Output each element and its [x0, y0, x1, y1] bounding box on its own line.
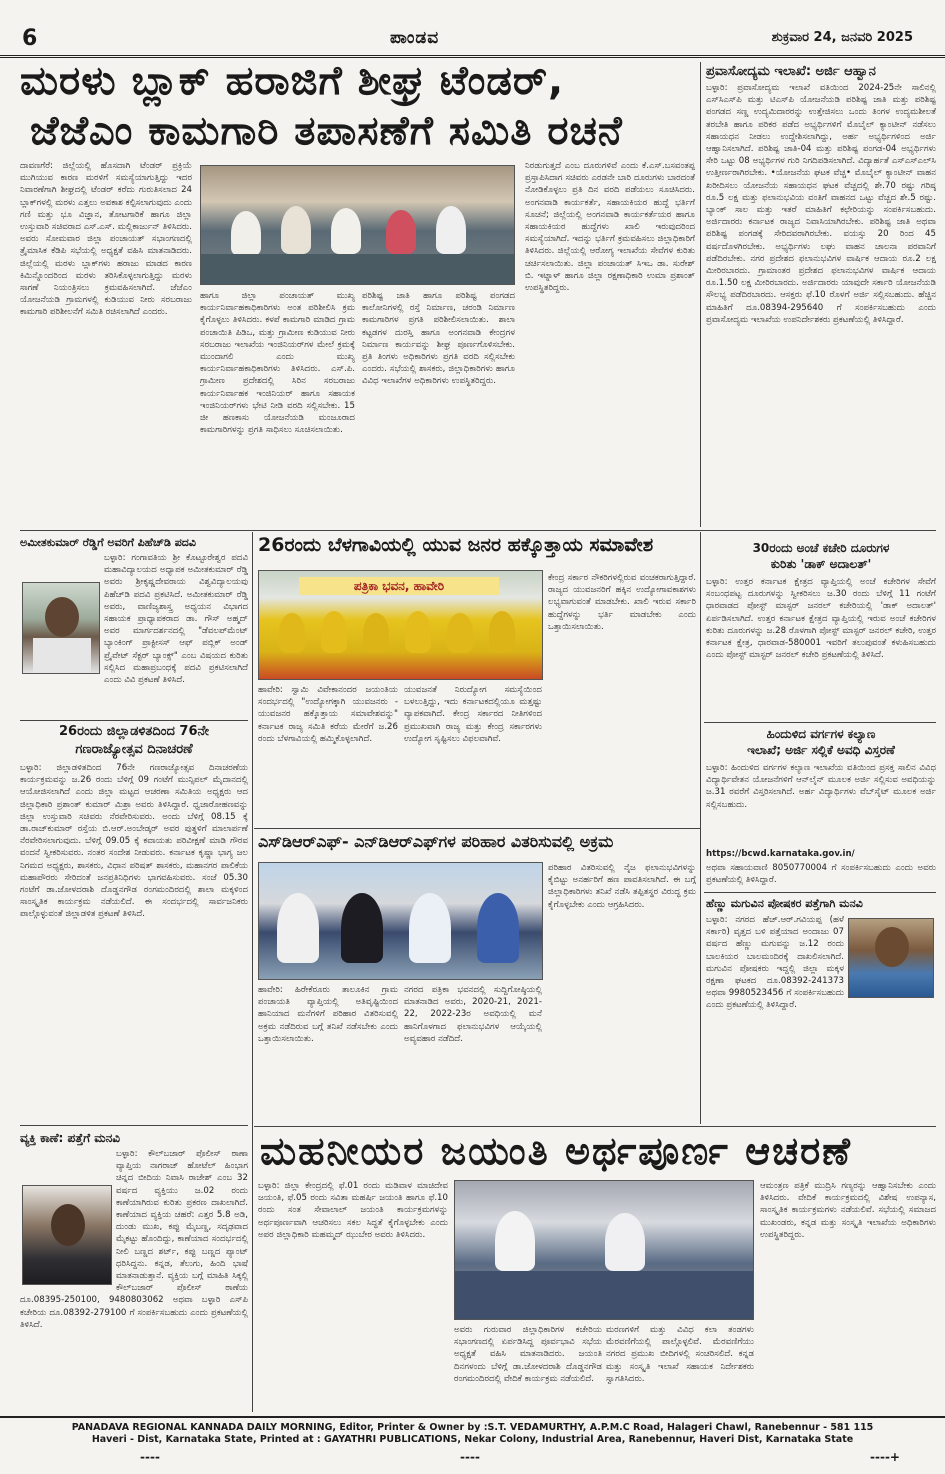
paper-name: ಪಾಂಡವ [390, 28, 440, 48]
backward-title-1: ಹಿಂದುಳಿದ ವರ್ಗಗಳ ಕಲ್ಯಾಣ [766, 727, 876, 741]
girl-text: ಬಳ್ಳಾರಿ: ನಗರದ ಹೆಚ್.ಆರ್.ಗವಿಯಪ್ಪ (ಹಳೆ ಸರ್ಕಾರಿ) ವೃತ್ತದ ಬಳಿ ಪತ್ತೆಯಾದ ಅಂದಾಜು 07 ವರ್ಷದ ಹೆಣ್ಣು ಮಗುವನ್ನು ಜ.12 ರಂದು ಬಾಲಕಿಯರ ಬಾಲಮಂದಿರಕ್ಕೆ ದಾಖಲಿಸಲಾಗಿದೆ. ಮಗುವಿನ ಪೋಷಕರು ಇದ್ದಲ್ಲಿ ಜಿಲ್ಲಾ ಮಕ್ಕಳ ರಕ್ಷಣಾ ಘಟಕದ ದೂ.08392-241373 ಅಥವಾ 9980523456 ಗೆ ಸಂಪರ್ಕಿಸಬಹುದು ಎಂದು ಪ್ರಕಟಣೆಯಲ್ಲಿ ತಿಳಿಸಿದ್ದಾರೆ. [706, 915, 844, 1011]
lead-headline-line2: ಜೆಜೆಎಂ ಕಾಮಗಾರಿ ತಪಾಸಣೆಗೆ ಸಮಿತಿ ರಚನೆ [30, 108, 623, 154]
column-rule [252, 532, 253, 1412]
imprint-line1: PANADAVA REGIONAL KANNADA DAILY MORNING, Editor, Printer & Owner by :S.T. VEDAMURTHY, A.P.M.C Road, Halageri Chawl, Ranebennur - 581 115 [71, 1422, 874, 1433]
republic-title-2: ಗಣರಾಜ್ಯೋತ್ಸವ ದಿನಾಚರಣೆ [75, 742, 193, 757]
masthead [0, 0, 945, 58]
youth-col1: ಹಾವೇರಿ: ಸ್ವಾಮಿ ವಿವೇಕಾನಂದರ ಜಯಂತಿಯ ಸಂದರ್ಭದಲ್ಲಿ "ಉದ್ಯೋಗಕ್ಕಾಗಿ ಯುವಜನರು - ಯುವಜನರ ಹಕ್ಕೊತ್ತಾಯ ಸಮಾವೇಶವನ್ನು" ಕರ್ನಾಟಕ ರಾಜ್ಯ ಸಮಿತಿ ಕರೆಯ ಮೇರೆಗೆ ಜ.26 ರಂದು ಬೆಳಗಾವಿಯಲ್ಲಿ ಹಮ್ಮಿಕೊಳ್ಳಲಾಗಿದೆ. [258, 685, 398, 744]
jayanti-col1: ಬಳ್ಳಾರಿ: ಜಿಲ್ಲಾ ಕೇಂದ್ರದಲ್ಲಿ ಫೆ.01 ರಂದು ಮಡಿವಾಳ ಮಾಚಿದೇವ ಜಯಂತಿ, ಫೆ.05 ರಂದು ಸವಿತಾ ಮಹರ್ಷಿ ಜಯಂತಿ ಹಾಗೂ ಫೆ.10 ರಂದು ಸಂತ ಸೇವಾಲಾಲ್ ಜಯಂತಿ ಕಾರ್ಯಕ್ರಮಗಳನ್ನು ಅರ್ಥಪೂರ್ಣವಾಗಿ ಆಚರಿಸಲು ಸಕಲ ಸಿದ್ಧತೆ ಕೈಗೊಳ್ಳಬೇಕು ಎಂದು ಅಪರ ಜಿಲ್ಲಾಧಿಕಾರಿ ಮಹಮ್ಮದ್ ಝುಬೇರ ಅವರು ತಿಳಿಸಿದರು. [258, 1181, 448, 1240]
missing-text: ಬಳ್ಳಾರಿ: ಕೌಲ್‌ಬಜಾರ್ ಪೊಲೀಸ್ ಠಾಣಾ ವ್ಯಾಪ್ತಿಯ ನಾಗರಾಜ್ ಹೋಟೆಲ್ ಹಿಂಭಾಗ ಚಿನ್ನದ ಬೀದಿಯ ನಿವಾಸಿ ರಾಜೇಶ್ ಎಂಬ 32 ವರ್ಷದ ವ್ಯಕ್ತಿಯು ಜ.02 ರಂದು ಕಾಣೆಯಾಗಿರುವ ಕುರಿತು ಪ್ರಕರಣ ದಾಖಲಾಗಿದೆ. ಕಾಣೆಯಾದ ವ್ಯಕ್ತಿಯ ಚಹರೆ: ಎತ್ತರ 5.8 ಅಡಿ, ದುಂಡು ಮುಖ, ಕಪ್ಪು ಮೈಬಣ್ಣ, ಸದೃಢವಾದ ಮೈಕಟ್ಟು ಹೊಂದಿದ್ದು, ಕಾಣೆಯಾದ ಸಂದರ್ಭದಲ್ಲಿ ನೀಲಿ ಬಣ್ಣದ ಶರ್ಟ್, ಕಪ್ಪು ಬಣ್ಣದ ಪ್ಯಾಂಟ್ ಧರಿಸಿದ್ದನು. ಕನ್ನಡ, ತೆಲುಗು, ಹಿಂದಿ ಭಾಷೆ ಮಾತನಾಡುತ್ತಾನೆ. ವ್ಯಕ್ತಿಯ ಬಗ್ಗೆ ಮಾಹಿತಿ ಸಿಕ್ಕಲ್ಲಿ ಕೌಲ್‌ಬಜಾರ್ ಪೊಲೀಸ್ ಠಾಣೆಯ ದೂ.08395-250100, 9480803062 ಅಥವಾ ಬಳ್ಳಾರಿ ಎಸ್‌ಪಿ ಕಚೇರಿಯ ದೂ.08392-279100 ಗೆ ಸಂಪರ್ಕಿಸಬಹುದು ಎಂದು ಪ್ರಕಟಣೆಯಲ್ಲಿ ತಿಳಿಸಿದೆ. [20, 1149, 248, 1330]
jayanti-headline: ಮಹನೀಯರ ಜಯಂತಿ ಅರ್ಥಪೂರ್ಣ ಆಚರಣೆ [260, 1129, 852, 1173]
youth-headline: 26ರಂದು ಬೆಳಗಾವಿಯಲ್ಲಿ ಯುವ ಜನರ ಹಕ್ಕೊತ್ತಾಯ ಸಮಾವೇಶ [258, 534, 654, 556]
tourism-body: ಬಳ್ಳಾರಿ: ಪ್ರವಾಸೋದ್ಯಮ ಇಲಾಖೆ ವತಿಯಿಂದ 2024-25ನೇ ಸಾಲಿನಲ್ಲಿ ಎಸ್‌ಸಿಎಸ್‌ಪಿ ಮತ್ತು ಟಿಎಸ್‌ಪಿ ಯೋಜನೆಯಡಿ ಪರಿಶಿಷ್ಟ ಜಾತಿ ಮತ್ತು ಪರಿಶಿಷ್ಟ ಪಂಗಡದ ಸಣ್ಣ ಉದ್ಯಮಿದಾರರನ್ನು ಉತ್ತೇಜಿಸಲು ಒಂದು ತಿಂಗಳ ಉದ್ಯಮಶೀಲತೆ ತರಬೇತಿ ಹಾಗೂ ಪರಿಕರ ಪಡೆದ ಅಭ್ಯರ್ಥಿಗಳಿಗೆ ಮೊಬೈಲ್ ಕ್ಯಾಂಟೀನ್ ನಡೆಸಲು ಸಹಾಯಧನ ನೀಡಲು ಉದ್ದೇಶಿಸಲಾಗಿದ್ದು, ಅರ್ಹ ಅಭ್ಯರ್ಥಿಗಳಿಂದ ಅರ್ಜಿ ಆಹ್ವಾನಿಸಲಾಗಿದೆ. ಪರಿಶಿಷ್ಟ ಜಾತಿ-04 ಮತ್ತು ಪರಿಶಿಷ್ಟ ಪಂಗಡ-04 ಅಭ್ಯರ್ಥಿಗಳು ಸೇರಿ ಒಟ್ಟು 08 ಅಭ್ಯರ್ಥಿಗಳ ಗುರಿ ನಿಗದಿಪಡಿಸಲಾಗಿದೆ. ವಿದ್ಯಾರ್ಹತೆ ಎಸ್‌ಎಸ್‌ಎಲ್‌ಸಿ ಉತ್ತೀರ್ಣರಾಗಿರಬೇಕು. •ಯೋಜನೆಯ ಘಟಕ ವೆಚ್ಚ• ಮೊಬೈಲ್ ಕ್ಯಾಂಟೀನ್ ವಾಹನ ಖರೀದಿಸಲು ಯೋಜನೆಯ ಸಹಾಯಧನ ಘಟಕ ವೆಚ್ಚದಲ್ಲಿ ಶೇ.70 ರಷ್ಟು ಗರಿಷ್ಠ ರೂ.5 ಲಕ್ಷ ಮತ್ತು ಫಲಾನುಭವಿಯ ವಂತಿಗೆ ವಾಹನದ ಒಟ್ಟು ವೆಚ್ಚದ ಶೇ.5 ರಷ್ಟು. ಬ್ಯಾಂಕ್ ಸಾಲ ಮತ್ತು ಇತರೆ ಮಾಹಿತಿಗೆ ಕಛೇರಿಯನ್ನು ಸಂಪರ್ಕಿಸಬಹುದು. ಅರ್ಜಿದಾರರು ಕರ್ನಾಟಕ ರಾಜ್ಯದ ನಿವಾಸಿಯಾಗಿರಬೇಕು. ಪರಿಶಿಷ್ಟ ಜಾತಿ ಅಥವಾ ಪರಿಶಿಷ್ಟ ಪಂಗಡಕ್ಕೆ ಸೇರಿದವರಾಗಿರಬೇಕು. ವಯಸ್ಸು 20 ರಿಂದ 45 ವರ್ಷದೊಳಗಿರಬೇಕು. ಅಭ್ಯರ್ಥಿಗಳು ಲಘು ವಾಹನ ಚಾಲನಾ ಪರವಾನಿಗೆ ಪಡೆದಿರಬೇಕು. ನಗರ ಪ್ರದೇಶದ ಫಲಾನುಭವಿಗಳ ವಾರ್ಷಿಕ ಆದಾಯ ರೂ.2 ಲಕ್ಷ ಮೀರಿರಬಾರದು. ಗ್ರಾಮಾಂತರ ಪ್ರದೇಶದ ಫಲಾನುಭವಿಗಳ ವಾರ್ಷಿಕ ಆದಾಯ ರೂ.1.50 ಲಕ್ಷ ಮೀರಿರಬಾರದು. ಅರ್ಜಿದಾರರು ಯಾವುದೇ ಸರ್ಕಾರಿ ಯೋಜನೆಯಡಿ ಸೌಲಭ್ಯ ಪಡೆದಿರಬಾರದು. ಆಸಕ್ತರು ಫೆ.10 ರೊಳಗೆ ಅರ್ಜಿ ಸಲ್ಲಿಸಬಹುದು. ಹೆಚ್ಚಿನ ಮಾಹಿತಿಗೆ ದೂ.08394-295640 ಗೆ ಸಂಪರ್ಕಿಸಬಹುದು ಎಂದು ಪ್ರವಾಸೋದ್ಯಮ ಇಲಾಖೆಯ ಉಪನಿರ್ದೇಶಕರು ಪ್ರಕಟಣೆಯಲ್ಲಿ ತಿಳಿಸಿದ್ದಾರೆ. [706, 83, 936, 325]
missing-body [20, 1148, 248, 1410]
backward-title-2: ಇಲಾಖೆ; ಅರ್ಜಿ ಸಲ್ಲಿಕೆ ಅವಧಿ ವಿಸ್ತರಣೆ [747, 743, 895, 757]
lead-col4: ನಿರಡುಗುತ್ತದೆ ಎಂಬ ದೂರುಗಳಿವೆ ಎಂದು ಕೆ.ಎಸ್.ಬಸವಂತಪ್ಪ ಪ್ರಸ್ತಾಪಿಸಿದಾಗ ಸಚಿವರು ಎರಡನೇ ಬಾರಿ ದೂರುಗಳು ಬಾರದಂತೆ ನೋಡಿಕೊಳ್ಳಲು ಪ್ರತಿ ದಿನ ವರದಿ ಪಡೆಯಲು ಸೂಚಿಸಿದರು. ಅಂಗನವಾಡಿ ಕಾರ್ಯಕರ್ತೆ, ಸಹಾಯಕಿಯರ ಹುದ್ದೆ ಭರ್ತಿಗೆ ಸೂಚನೆ; ಜಿಲ್ಲೆಯಲ್ಲಿ ಅಂಗನವಾಡಿ ಕಾರ್ಯಕರ್ತೆಯರ ಹಾಗೂ ಸಹಾಯಕಿಯರ ಹುದ್ದೆಗಳು ಖಾಲಿ ಇರುವುದರಿಂದ ಸಮಸ್ಯೆಯಾಗಿದೆ. ಇದನ್ನು ಭರ್ತಿಗೆ ಕ್ರಮವಹಿಸಲು ಜಿಲ್ಲಾಧಿಕಾರಿಗೆ ತಿಳಿಸಿದರು. ಜಿಲ್ಲೆಯಲ್ಲಿ ಆರೋಗ್ಯ ಇಲಾಖೆಯ ಸೇವೆಗಳ ಕುರಿತು ಚರ್ಚಿಸಲಾಯಿತು. ಜಿಲ್ಲಾ ಪಂಚಾಯತ್ ಸಿಇಒ ಡಾ. ಸುರೇಶ್ ಬಿ. ಇಟ್ನಾಳ್ ಹಾಗೂ ಜಿಲ್ಲಾ ರಕ್ಷಣಾಧಿಕಾರಿ ಉಮಾ ಪ್ರಶಾಂತ್ ಉಪಸ್ಥಿತರಿದ್ದರು. [525, 161, 695, 294]
section-rule [254, 1126, 936, 1127]
postal-title-1: 30ರಂದು ಅಂಚೆ ಕಚೇರಿ ದೂರುಗಳ [752, 541, 890, 555]
footer-mark-2: ---- [460, 1450, 480, 1464]
ameet-text: ಬಳ್ಳಾರಿ: ಗಂಗಾವತಿಯ ಶ್ರೀ ಕೊಟ್ಟೂರೇಶ್ವರ ಪದವಿ ಮಹಾವಿದ್ಯಾಲಯದ ಅಧ್ಯಾಪಕ ಅಮೀತಕುಮಾರ್ ರೆಡ್ಡಿ ಅವರು ಶ್ರೀಕೃಷ್ಣದೇವರಾಯ ವಿಶ್ವವಿದ್ಯಾಲಯವು ಪಿಹೆಚ್‌ಡಿ ಪದವಿ ಪ್ರಕಟಿಸಿದೆ. ಅಮೀತಕುಮಾರ್ ರೆಡ್ಡಿ ಅವರು, ವಾಣಿಜ್ಯಶಾಸ್ತ್ರ ಅಧ್ಯಯನ ವಿಭಾಗದ ಸಹಾಯಕ ಪ್ರಾಧ್ಯಾಪಕರಾದ ಡಾ. ಗೌಸ್ ಅಹ್ಮದ್ ಅವರ ಮಾರ್ಗದರ್ಶನದಲ್ಲಿ "ಡೆವಲಪ್‌ಮೆಂಟ್ ಬ್ಯಾಂಕಿಂಗ್ ಪ್ರಾಕ್ಟೀಸಸ್ ಆಫ್ ಪಬ್ಲಿಕ್ ಅಂಡ್ ಪ್ರೈವೇಟ್ ಸೆಕ್ಟರ್ ಬ್ಯಾಂಕ್ಸ್" ಎಂಬ ವಿಷಯದ ಕುರಿತು ಸಲ್ಲಿಸಿದ ಮಹಾಪ್ರಬಂಧಕ್ಕೆ ಪದವಿ ಪ್ರಕಟಿಸಲಾಗಿದೆ ಎಂದು ವಿವಿ ಪ್ರಕಟಣೆ ತಿಳಿಸಿದೆ. [104, 553, 248, 686]
jayanti-below: ಮರಣಗಳಿಗೆ ಮತ್ತು ವಿವಿಧ ಕಲಾ ತಂಡಗಳು ಮೆರವಣಿಗೆಯಲ್ಲಿ ಪಾಲ್ಗೊಳ್ಳಲಿವೆ. ಮೆರವಣಿಗೆಯು ನಗರದ ಪ್ರಮುಖ ಬೀದಿಗಳಲ್ಲಿ ಸಂಚರಿಸಲಿದೆ. ಕನ್ನಡ ಮತ್ತು ಸಂಸ್ಕೃತಿ ಇಲಾಖೆ ಸಹಾಯಕ ನಿರ್ದೇಶಕರು ಸ್ವಾಗತಿಸಿದರು. [606, 1325, 754, 1384]
ameet-body [20, 552, 248, 718]
page-number: 6 [22, 26, 38, 51]
sdrf-col3: ಪರಿಹಾರ ವಿತರಿಸುವಲ್ಲಿ ನೈಜ ಫಲಾನುಭವಿಗಳನ್ನು ಕೈಬಿಟ್ಟು ಅನರ್ಹರಿಗೆ ಹಣ ಪಾವತಿಸಲಾಗಿದೆ. ಈ ಬಗ್ಗೆ ಜಿಲ್ಲಾಧಿಕಾರಿಗಳು ತನಿಖೆ ನಡೆಸಿ ತಪ್ಪಿತಸ್ಥರ ವಿರುದ್ಧ ಕ್ರಮ ಕೈಗೊಳ್ಳಬೇಕು ಎಂದು ಆಗ್ರಹಿಸಿದರು. [548, 863, 696, 910]
missing-title: ವ್ಯಕ್ತಿ ಕಾಣೆ: ಪತ್ತೆಗೆ ಮನವಿ [20, 1131, 121, 1145]
lead-col2: ಹಾಗೂ ಜಿಲ್ಲಾ ಪಂಚಾಯತ್ ಮುಖ್ಯ ಕಾರ್ಯನಿರ್ವಾಹಕಾಧಿಕಾರಿಗಳು ಅಂತ ಪರಿಶೀಲಿಸಿ ಕ್ರಮ ಕೈಗೊಳ್ಳಲು ತಿಳಿಸಿದರು. ಕಳಪೆ ಕಾಮಗಾರಿ ಮಾಡಿದ ಗ್ರಾಮ ಪಂಚಾಯಿತಿ ಪಿಡಿಒ, ಮತ್ತು ಗ್ರಾಮೀಣ ಕುಡಿಯುವ ನೀರು ಸರಬರಾಜು ಇಲಾಖೆಯ ಇಂಜಿನಿಯರ್‌ಗಳ ಮೇಲೆ ಕ್ರಮಕ್ಕೆ ಮುಂದಾಗಲಿ ಎಂದು ಮುಖ್ಯ ಕಾರ್ಯನಿರ್ವಾಹಕಾಧಿಕಾರಿಗಳು ತಿಳಿಸಿದರು. ಎಸ್.ಪಿ. ಗ್ರಾಮೀಣ ಪ್ರದೇಶದಲ್ಲಿ ಸಿರಿನ ಸರಬರಾಜು ಕಾರ್ಯನಿರ್ವಾಹಕ ಇಂಜಿನಿಯರ್ ಹಾಗೂ ಸಹಾಯಕ ಇಂಜಿನಿಯರ್‌ಗಳು ಭೇಟಿ ನೀಡಿ ವರದಿ ಸಲ್ಲಿಸಬೇಕು. 15 ಜೀ ಹಣಕಾಸು ಯೋಜನೆಯಡಿ ಮಂಜೂರಾದ ಕಾಮಗಾರಿಗಳನ್ನು ಪ್ರಗತಿ ಸಾಧಿಸಲು ಸೂಚಿಸಲಾಯಿತು. [200, 291, 355, 436]
postal-title-2: ಕುರಿತು 'ಡಾಕ್ ಅದಾಲತ್' [770, 557, 872, 571]
republic-title-1: 26ರಂದು ಜಿಲ್ಲಾಡಳಿತದಿಂದ 76ನೇ [58, 724, 209, 739]
tourism-title: ಪ್ರವಾಸೋದ್ಯಮ ಇಲಾಖೆ: ಅರ್ಜಿ ಆಹ್ವಾನ [706, 64, 876, 79]
jayanti-photo [454, 1180, 754, 1320]
footer [0, 1416, 945, 1474]
lead-col1: ದಾವಣಗೆರೆ: ಜಿಲ್ಲೆಯಲ್ಲಿ ಹೊಸದಾಗಿ ಟೆಂಡರ್ ಪ್ರಕ್ರಿಯೆ ಮುಗಿಯುವ ಕಾರಣ ಮರಳಿಗೆ ಸಮಸ್ಯೆಯಾಗುತ್ತಿದ್ದು ಇದರ ನಿವಾರಣೆಗಾಗಿ ಶೀಘ್ರದಲ್ಲಿ ಟೆಂಡರ್ ಕರೆದು ಗುರುತಿಸಲಾದ 24 ಬ್ಲಾಕ್‌ಗಳಲ್ಲಿ ಮರಳು ಎತ್ತಲು ಅವಕಾಶ ಕಲ್ಪಿಸಲಾಗುವುದು ಎಂದು ಗಣಿ ಮತ್ತು ಭೂ ವಿಜ್ಞಾನ, ತೋಟಗಾರಿಕೆ ಹಾಗೂ ಜಿಲ್ಲಾ ಉಸ್ತುವಾರಿ ಸಚಿವರಾದ ಎಸ್.ಎಸ್. ಮಲ್ಲಿಕಾರ್ಜುನ್ ತಿಳಿಸಿದರು. ಅವರು ಸೋಮವಾರ ಜಿಲ್ಲಾ ಪಂಚಾಯತ್ ಸಭಾಂಗಣದಲ್ಲಿ ತ್ರೈಮಾಸಿಕ ಕೆಡಿಪಿ ಸಭೆಯಲ್ಲಿ ಅಧ್ಯಕ್ಷತೆ ವಹಿಸಿ ಮಾತನಾಡಿದರು. ಜಿಲ್ಲೆಯಲ್ಲಿ ಮರಳು ಬ್ಲಾಕ್‌ಗಳು ಹರಾಜು ಮಾಡದ ಕಾರಣ ಕಿಮಿನ್ನೊಂದರಿಂದ ಮರಳು ತರಿಸಿಕೊಳ್ಳಲಾಗುತ್ತಿದ್ದು ಮರಳು ಸಾಗಣೆ ನಿಯಂತ್ರಿಸಲು ಕ್ರಮವಹಿಸಲಾಗಿದೆ. ಜೆಜೆಎಂ ಯೋಜನೆಯಡಿ ಗ್ರಾಮಗಳಲ್ಲಿ ಕುಡಿಯುವ ನೀರು ಸರಬರಾಜು ಕಾಮಗಾರಿ ಪರಿಶೀಲನೆಗೆ ಸಮಿತಿ ರಚಿಸಲಾಗಿದೆ ಎಂದರು. [20, 161, 192, 318]
column-rule [700, 532, 701, 1124]
lead-col3: ಪರಿಶಿಷ್ಟ ಜಾತಿ ಹಾಗೂ ಪರಿಶಿಷ್ಟ ಪಂಗಡದ ಕಾಲೋನಿಗಳಲ್ಲಿ ರಸ್ತೆ ನಿರ್ಮಾಣ, ಚರಂಡಿ ನಿರ್ಮಾಣ ಕಾಮಗಾರಿಗಳ ಪ್ರಗತಿ ಪರಿಶೀಲಿಸಲಾಯಿತು. ಶಾಲಾ ಕಟ್ಟಡಗಳ ದುರಸ್ತಿ ಹಾಗೂ ಅಂಗನವಾಡಿ ಕೇಂದ್ರಗಳ ನಿರ್ಮಾಣ ಕಾರ್ಯವನ್ನು ಶೀಘ್ರ ಪೂರ್ಣಗೊಳಿಸಬೇಕು. ಪ್ರತಿ ತಿಂಗಳು ಅಧಿಕಾರಿಗಳು ಪ್ರಗತಿ ವರದಿ ಸಲ್ಲಿಸಬೇಕು ಎಂದರು. ಸಭೆಯಲ್ಲಿ ಶಾಸಕರು, ಜಿಲ್ಲಾಧಿಕಾರಿಗಳು ಹಾಗೂ ವಿವಿಧ ಇಲಾಖೆಗಳ ಅಧಿಕಾರಿಗಳು ಉಪಸ್ಥಿತರಿದ್ದರು. [362, 291, 515, 387]
youth-photo [258, 570, 543, 680]
jayanti-col2: ಅವರು ಗುರುವಾರ ಜಿಲ್ಲಾಧಿಕಾರಿಗಳ ಕಚೇರಿಯ ಸಭಾಂಗಣದಲ್ಲಿ ಏರ್ಪಡಿಸಿದ್ದ ಪೂರ್ವಭಾವಿ ಸಭೆಯ ಅಧ್ಯಕ್ಷತೆ ವಹಿಸಿ ಮಾತನಾಡಿದರು. ಜಯಂತಿ ದಿನಗಳಂದು ಬೆಳಿಗ್ಗೆ ಡಾ.ಜೋಳದರಾಶಿ ದೊಡ್ಡನಗೌಡ ರಂಗಮಂದಿರದಲ್ಲಿ ವೇದಿಕೆ ಕಾರ್ಯಕ್ರಮ ನಡೆಯಲಿದೆ. [454, 1325, 602, 1384]
box-rule [20, 1125, 248, 1126]
girl-title: ಹೆಣ್ಣು ಮಗುವಿನ ಪೋಷಕರ ಪತ್ತೆಗಾಗಿ ಮನವಿ [706, 897, 863, 910]
issue-date: ಶುಕ್ರವಾರ 24, ಜನವರಿ 2025 [771, 30, 913, 45]
backward-body: ಬಳ್ಳಾರಿ: ಹಿಂದುಳಿದ ವರ್ಗಗಳ ಕಲ್ಯಾಣ ಇಲಾಖೆಯ ವತಿಯಿಂದ ಪ್ರಸಕ್ತ ಸಾಲಿನ ವಿವಿಧ ವಿದ್ಯಾರ್ಥಿವೇತನ ಯೋಜನೆಗಳಿಗೆ ಆನ್‌ಲೈನ್ ಮೂಲಕ ಅರ್ಜಿ ಸಲ್ಲಿಸುವ ಅವಧಿಯನ್ನು ಜ.31 ರವರೆಗೆ ವಿಸ್ತರಿಸಲಾಗಿದೆ. ಅರ್ಹ ವಿದ್ಯಾರ್ಥಿಗಳು ವೆಬ್‌ಸೈಟ್ ಮೂಲಕ ಅರ್ಜಿ ಸಲ್ಲಿಸಬಹುದು. [706, 763, 936, 810]
box-rule [704, 722, 936, 723]
section-rule [20, 530, 936, 531]
ameet-title: ಅಮೀತಕುಮಾರ್ ರೆಡ್ಡಿಗೆ ಅವರಿಗೆ ಪಿಹೆಚ್‌ಡಿ ಪದವಿ [20, 536, 196, 549]
footer-mark-3: ----+ [870, 1450, 900, 1464]
youth-col3: ಕೇಂದ್ರ ಸರ್ಕಾರ ನೌಕರಿಗಳಲ್ಲಿರುವ ವಂಚಕರಾಗುತ್ತಿದ್ದಾರೆ. ರಾಜ್ಯದ ಯುವಜನರಿಗೆ ಹಕ್ಕಿನ ಉದ್ಯೋಗಾವಕಾಶಗಳು ಲಭ್ಯವಾಗುವಂತೆ ಮಾಡಬೇಕು. ಖಾಲಿ ಇರುವ ಸರ್ಕಾರಿ ಹುದ್ದೆಗಳನ್ನು ಭರ್ತಿ ಮಾಡಬೇಕು ಎಂದು ಒತ್ತಾಯಿಸಲಾಯಿತು. [548, 573, 696, 632]
box-rule [704, 892, 936, 893]
postal-body: ಬಳ್ಳಾರಿ: ಉತ್ತರ ಕರ್ನಾಟಕ ಕ್ಷೇತ್ರದ ವ್ಯಾಪ್ತಿಯಲ್ಲಿ ಅಂಚೆ ಕಚೇರಿಗಳ ಸೇವೆಗೆ ಸಂಬಂಧಪಟ್ಟ ದೂರುಗಳನ್ನು ಸ್ವೀಕರಿಸಲು ಜ.30 ರಂದು ಬೆಳಿಗ್ಗೆ 11 ಗಂಟೆಗೆ ಧಾರವಾಡದ ಪೋಸ್ಟ್ ಮಾಸ್ಟರ್ ಜನರಲ್ ಕಚೇರಿಯಲ್ಲಿ 'ಡಾಕ್ ಅದಾಲತ್' ಏರ್ಪಡಿಸಲಾಗಿದೆ. ಉತ್ತರ ಕರ್ನಾಟಕ ಕ್ಷೇತ್ರದ ವ್ಯಾಪ್ತಿಯಲ್ಲಿ ಇರುವ ಅಂಚೆ ಕಚೇರಿಗಳ ಕುರಿತು ದೂರುಗಳನ್ನು ಜ.28 ರೊಳಗಾಗಿ ಪೋಸ್ಟ್ ಮಾಸ್ಟರ್ ಜನರಲ್ ಕಚೇರಿ, ಉತ್ತರ ಕರ್ನಾಟಕ ಕ್ಷೇತ್ರ, ಧಾರವಾಡ-580001 ಇವರಿಗೆ ತಲುಪುವಂತೆ ಕಳುಹಿಸಬಹುದು ಎಂದು ಪೋಸ್ಟ್ ಮಾಸ್ಟರ್ ಜನರಲ್ ಕಚೇರಿ ಪ್ರಕಟಣೆಯಲ್ಲಿ ತಿಳಿಸಿದೆ. [706, 577, 936, 661]
section-rule [254, 828, 700, 829]
column-rule [700, 62, 701, 527]
sdrf-col2: ನಗರದ ಪತ್ರಿಕಾ ಭವನದಲ್ಲಿ ಸುದ್ದಿಗೋಷ್ಠಿಯಲ್ಲಿ ಮಾತನಾಡಿದ ಅವರು, 2020-21, 2021-22, 2022-23ರ ಅವಧಿಯಲ್ಲಿ ಮನೆ ಹಾನಿಗೊಳಗಾದ ಫಲಾನುಭವಿಗಳ ಆಯ್ಕೆಯಲ್ಲಿ ಅವ್ಯವಹಾರ ನಡೆದಿದೆ. [404, 985, 542, 1044]
backward-contact: ಅಥವಾ ಸಹಾಯವಾಣಿ 8050770004 ಗೆ ಸಂಪರ್ಕಿಸಬಹುದು ಎಂದು ಅವರು ಪ್ರಕಟಣೆಯಲ್ಲಿ ತಿಳಿಸಿದ್ದಾರೆ. [706, 863, 936, 886]
meeting-photo [200, 165, 515, 285]
box-rule [20, 720, 248, 721]
sdrf-photo [258, 862, 543, 980]
press-banner: ಪತ್ರಿಕಾ ಭವನ, ಹಾವೇರಿ [299, 577, 499, 595]
republic-body: ಬಳ್ಳಾರಿ: ಜಿಲ್ಲಾಡಳಿತದಿಂದ 76ನೇ ಗಣರಾಜ್ಯೋತ್ಸವ ದಿನಾಚರಣೆಯ ಕಾರ್ಯಕ್ರಮವನ್ನು ಜ.26 ರಂದು ಬೆಳಿಗ್ಗೆ 09 ಗಂಟೆಗೆ ಮುನ್ಸಿಪಲ್ ಮೈದಾನದಲ್ಲಿ ಆಯೋಜಿಸಲಾಗಿದೆ ಎಂದು ಜಿಲ್ಲಾ ಮಟ್ಟದ ಆಚರಣಾ ಸಮಿತಿಯ ಅಧ್ಯಕ್ಷರು ಆದ ಜಿಲ್ಲಾಧಿಕಾರಿ ಪ್ರಶಾಂತ್ ಕುಮಾರ್ ಮಿಶ್ರಾ ಅವರು ತಿಳಿಸಿದ್ದಾರೆ. ಧ್ವಜಾರೋಹಣವನ್ನು ಜಿಲ್ಲಾ ಉಸ್ತುವಾರಿ ಸಚಿವರು ನೆರವೇರಿಸುವರು. ಅಂದು ಬೆಳಿಗ್ಗೆ 08.15 ಕ್ಕೆ ಡಾ.ರಾಜ್‌ಕುಮಾರ್ ರಸ್ತೆಯ ಬಿ.ಆರ್.ಅಂಬೇಡ್ಕರ್ ಅವರ ಪುತ್ಥಳಿಗೆ ಮಾಲಾರ್ಪಣೆ ನೆರವೇರಿಸಲಾಗುವುದು. ಬೆಳಿಗ್ಗೆ 09.05 ಕ್ಕೆ ಕವಾಯತು ಪರಿವೀಕ್ಷಣೆ ಮಾಡಿ ಗೌರವ ವಂದನೆ ಸ್ವೀಕರಿಸುವರು. ನಂತರ ಸಂದೇಶ ನೀಡುವರು. ಕರ್ನಾಟಕ ಕೃಷ್ಣಾ ಭಾಗ್ಯ ಜಲ ನಿಗಮದ ಅಧ್ಯಕ್ಷರು, ಶಾಸಕರು, ವಿಧಾನ ಪರಿಷತ್ ಶಾಸಕರು, ಮಹಾನಗರ ಪಾಲಿಕೆಯ ಮಹಾಪೌರರು ಸೇರಿದಂತೆ ಜನಪ್ರತಿನಿಧಿಗಳು ಭಾಗವಹಿಸುವರು. ಸಂಜೆ 05.30 ಗಂಟೆಗೆ ಡಾ.ಜೋಳದರಾಶಿ ದೊಡ್ಡನಗೌಡ ರಂಗಮಂದಿರದಲ್ಲಿ ಶಾಲಾ ಮಕ್ಕಳಿಂದ ಸಾಂಸ್ಕೃತಿಕ ಕಾರ್ಯಕ್ರಮ ನಡೆಯಲಿದೆ. ಈ ಸಂದರ್ಭದಲ್ಲಿ ಸಾರ್ವಜನಿಕರು ಪಾಲ್ಗೊಳ್ಳುವಂತೆ ಜಿಲ್ಲಾಡಳಿತ ಪ್ರಕಟಣೆ ತಿಳಿಸಿದೆ. [20, 763, 248, 920]
backward-website[interactable]: https://bcwd.karnataka.gov.in/ [706, 849, 855, 859]
girl-body [706, 914, 936, 1126]
jayanti-col3: ಆಮಂತ್ರಣ ಪತ್ರಿಕೆ ಮುದ್ರಿಸಿ ಗಣ್ಯರನ್ನು ಆಹ್ವಾನಿಸಬೇಕು ಎಂದು ತಿಳಿಸಿದರು. ವೇದಿಕೆ ಕಾರ್ಯಕ್ರಮದಲ್ಲಿ ವಿಶೇಷ ಉಪನ್ಯಾಸ, ಸಾಂಸ್ಕೃತಿಕ ಕಾರ್ಯಕ್ರಮಗಳು ನಡೆಯಲಿವೆ. ಸಭೆಯಲ್ಲಿ ಸಮಾಜದ ಮುಖಂಡರು, ಕನ್ನಡ ಮತ್ತು ಸಂಸ್ಕೃತಿ ಇಲಾಖೆಯ ಅಧಿಕಾರಿಗಳು ಉಪಸ್ಥಿತರಿದ್ದರು. [760, 1181, 936, 1240]
sdrf-col1: ಹಾವೇರಿ: ಹಿರೇಕೆರೂರು ತಾಲೂಕಿನ ಗ್ರಾಮ ಪಂಚಾಯತಿ ವ್ಯಾಪ್ತಿಯಲ್ಲಿ ಅತಿವೃಷ್ಟಿಯಿಂದ ಹಾನಿಯಾದ ಮನೆಗಳಿಗೆ ಪರಿಹಾರ ವಿತರಿಸುವಲ್ಲಿ ಅಕ್ರಮ ನಡೆದಿರುವ ಬಗ್ಗೆ ತನಿಖೆ ನಡೆಸಬೇಕು ಎಂದು ಒತ್ತಾಯಿಸಲಾಯಿತು. [258, 985, 398, 1044]
youth-col2: ಯುವಜನತೆ ನಿರುದ್ಯೋಗ ಸಮಸ್ಯೆಯಿಂದ ಬಳಲುತ್ತಿದ್ದು, ಇದು ಕರ್ನಾಟಕದಲ್ಲಿಯೂ ಮತ್ತಷ್ಟು ವ್ಯಾಪಕವಾಗಿದೆ. ಕೇಂದ್ರ ಸರ್ಕಾರದ ನೀತಿಗಳಿಂದ ಪ್ರಮುಖವಾಗಿ ರಾಜ್ಯ ಮತ್ತು ಕೇಂದ್ರ ಸರ್ಕಾರಗಳು ಉದ್ಯೋಗ ಸೃಷ್ಟಿಸಲು ವಿಫಲವಾಗಿವೆ. [404, 685, 542, 744]
lead-headline-line1: ಮರಳು ಬ್ಲಾಕ್ ಹರಾಜಿಗೆ ಶೀಘ್ರ ಟೆಂಡರ್, [20, 58, 565, 104]
sdrf-headline: ಎಸ್‌ಡಿಆರ್‌ಎಫ್- ಎನ್‌ಡಿಆರ್‌ಎಫ್‌ಗಳ ಪರಿಹಾರ ವಿತರಿಸುವಲ್ಲಿ ಅಕ್ರಮ [258, 832, 614, 851]
footer-mark-1: ---- [140, 1450, 160, 1464]
imprint-line2: Haveri - Dist, Karnataka State, Printed at : GAYATHRI PUBLICATIONS, Nekar Colony, Industrial Area, Ranebennur, Haveri Dist, Karnataka State [91, 1434, 854, 1445]
